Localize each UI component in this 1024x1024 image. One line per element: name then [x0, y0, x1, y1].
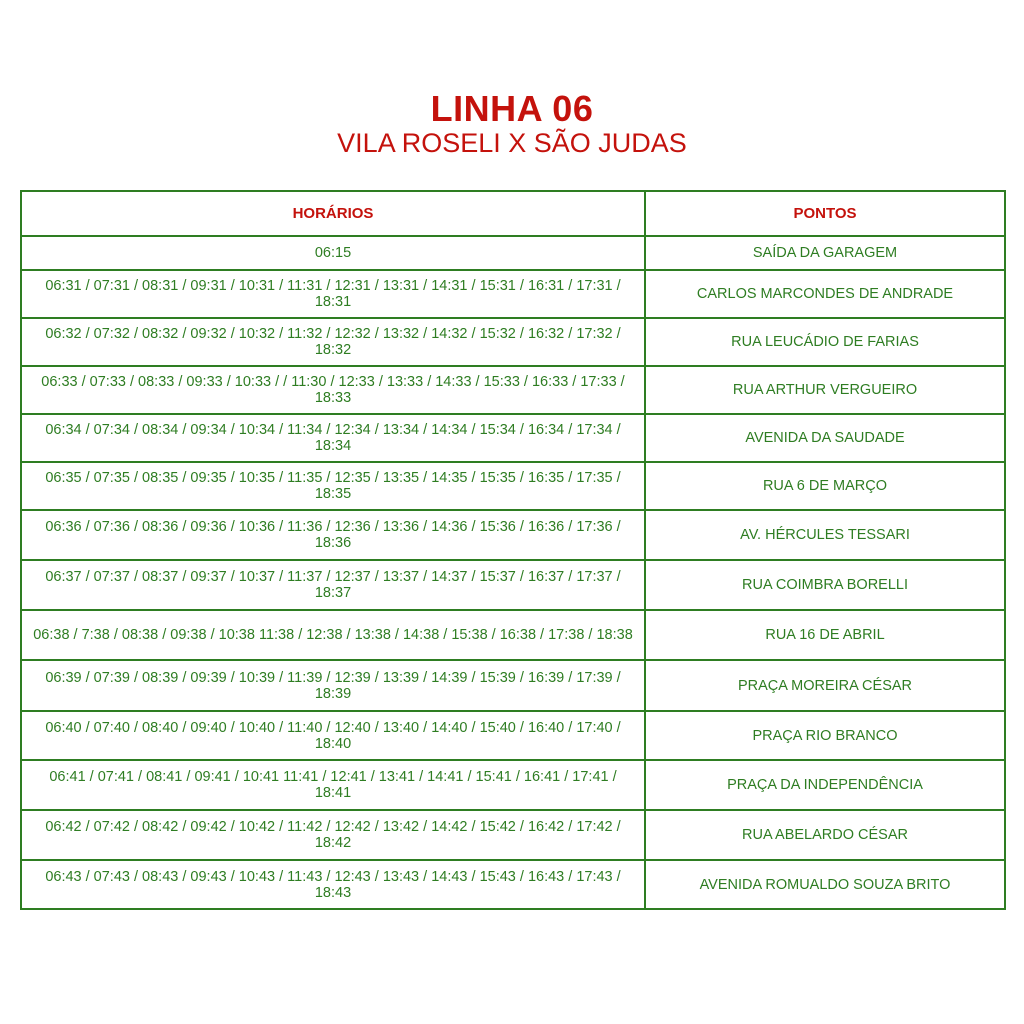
- table-row: [21, 270, 1005, 318]
- ponto-cell: SAÍDA DA GARAGEM: [645, 236, 1005, 270]
- horarios-cell: 06:39 / 07:39 / 08:39 / 09:39 / 10:39 / 11:39 / 12:39 / 13:39 / 14:39 / 15:39 / 16:39 / 17:39 / 18:39: [21, 660, 645, 711]
- horarios-cell: 06:40 / 07:40 / 08:40 / 09:40 / 10:40 / 11:40 / 12:40 / 13:40 / 14:40 / 15:40 / 16:40 / 17:40 / 18:40: [21, 711, 645, 760]
- column-header-pontos: PONTOS: [645, 191, 1005, 236]
- table-row: [21, 560, 1005, 610]
- ponto-cell: RUA ABELARDO CÉSAR: [645, 810, 1005, 860]
- table-row: [21, 236, 1005, 270]
- ponto-cell: CARLOS MARCONDES DE ANDRADE: [645, 270, 1005, 318]
- horarios-cell: 06:31 / 07:31 / 08:31 / 09:31 / 10:31 / 11:31 / 12:31 / 13:31 / 14:31 / 15:31 / 16:31 / 17:31 / 18:31: [21, 270, 645, 318]
- horarios-cell: 06:32 / 07:32 / 08:32 / 09:32 / 10:32 / 11:32 / 12:32 / 13:32 / 14:32 / 15:32 / 16:32 / 17:32 / 18:32: [21, 318, 645, 366]
- page-title: LINHA 06: [430, 88, 594, 129]
- horarios-cell: 06:35 / 07:35 / 08:35 / 09:35 / 10:35 / 11:35 / 12:35 / 13:35 / 14:35 / 15:35 / 16:35 / 17:35 / 18:35: [21, 462, 645, 510]
- table-row: [21, 711, 1005, 760]
- ponto-cell: AVENIDA ROMUALDO SOUZA BRITO: [645, 860, 1005, 909]
- ponto-cell: RUA 16 DE ABRIL: [645, 610, 1005, 660]
- horarios-cell: 06:34 / 07:34 / 08:34 / 09:34 / 10:34 / 11:34 / 12:34 / 13:34 / 14:34 / 15:34 / 16:34 / 17:34 / 18:34: [21, 414, 645, 462]
- ponto-cell: PRAÇA MOREIRA CÉSAR: [645, 660, 1005, 711]
- ponto-cell: AV. HÉRCULES TESSARI: [645, 510, 1005, 560]
- table-row: [21, 510, 1005, 560]
- table-row: [21, 860, 1005, 909]
- table-row: [21, 810, 1005, 860]
- ponto-cell: PRAÇA RIO BRANCO: [645, 711, 1005, 760]
- route-subtitle: VILA ROSELI X SÃO JUDAS: [337, 128, 687, 158]
- ponto-cell: RUA ARTHUR VERGUEIRO: [645, 366, 1005, 414]
- table-row: [21, 414, 1005, 462]
- horarios-cell: 06:38 / 7:38 / 08:38 / 09:38 / 10:38 11:38 / 12:38 / 13:38 / 14:38 / 15:38 / 16:38 / 17:38 / 18:38: [21, 610, 645, 660]
- horarios-cell: 06:41 / 07:41 / 08:41 / 09:41 / 10:41 11:41 / 12:41 / 13:41 / 14:41 / 15:41 / 16:41 / 17:41 / 18:41: [21, 760, 645, 810]
- ponto-cell: RUA COIMBRA BORELLI: [645, 560, 1005, 610]
- ponto-cell: PRAÇA DA INDEPENDÊNCIA: [645, 760, 1005, 810]
- schedule-table: [20, 190, 1006, 910]
- horarios-cell: 06:43 / 07:43 / 08:43 / 09:43 / 10:43 / 11:43 / 12:43 / 13:43 / 14:43 / 15:43 / 16:43 / 17:43 / 18:43: [21, 860, 645, 909]
- table-row: [21, 366, 1005, 414]
- ponto-cell: AVENIDA DA SAUDADE: [645, 414, 1005, 462]
- horarios-cell: 06:33 / 07:33 / 08:33 / 09:33 / 10:33 / / 11:30 / 12:33 / 13:33 / 14:33 / 15:33 / 16:33 / 17:33 / 18:33: [21, 366, 645, 414]
- table-row: [21, 760, 1005, 810]
- column-header-horarios: HORÁRIOS: [21, 191, 645, 236]
- table-row: [21, 610, 1005, 660]
- table-row: [21, 462, 1005, 510]
- ponto-cell: RUA 6 DE MARÇO: [645, 462, 1005, 510]
- horarios-cell: 06:37 / 07:37 / 08:37 / 09:37 / 10:37 / 11:37 / 12:37 / 13:37 / 14:37 / 15:37 / 16:37 / 17:37 / 18:37: [21, 560, 645, 610]
- table-header-row: [21, 191, 1005, 236]
- table-row: [21, 660, 1005, 711]
- ponto-cell: RUA LEUCÁDIO DE FARIAS: [645, 318, 1005, 366]
- horarios-cell: 06:42 / 07:42 / 08:42 / 09:42 / 10:42 / 11:42 / 12:42 / 13:42 / 14:42 / 15:42 / 16:42 / 17:42 / 18:42: [21, 810, 645, 860]
- table-row: [21, 318, 1005, 366]
- horarios-cell: 06:15: [21, 236, 645, 270]
- horarios-cell: 06:36 / 07:36 / 08:36 / 09:36 / 10:36 / 11:36 / 12:36 / 13:36 / 14:36 / 15:36 / 16:36 / 17:36 / 18:36: [21, 510, 645, 560]
